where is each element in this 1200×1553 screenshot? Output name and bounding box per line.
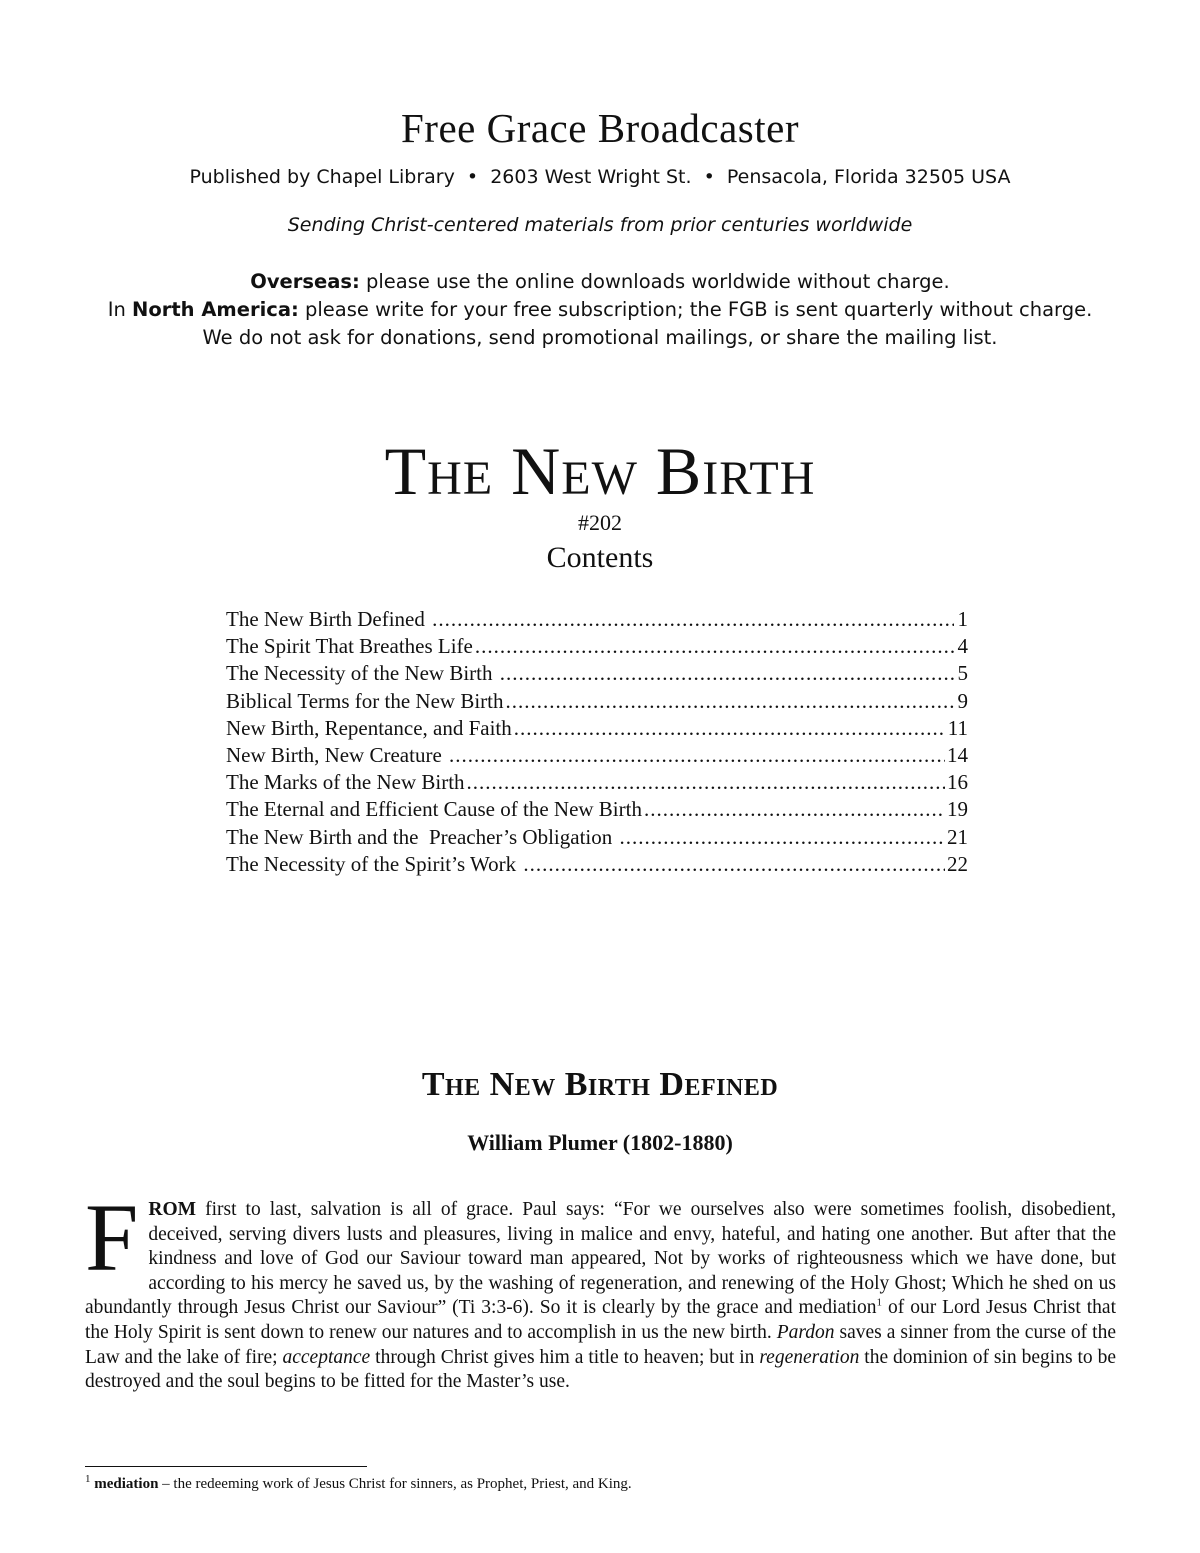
toc-entry-page: 4 [957,634,968,659]
toc-leader [467,769,945,796]
body-text-3: saves a sinner from the curse of the Law and the lake of fire; [85,1321,1116,1368]
toc-entry-page: 11 [947,715,968,740]
toc-entry-title: New Birth, New Creature [226,742,448,767]
toc-leader [523,851,945,878]
table-of-contents [226,606,968,878]
tagline: Sending Christ-centered materials from prior centuries worldwide [287,214,913,236]
toc-entry[interactable] [226,715,968,742]
toc-entry-title: The Marks of the New Birth [226,770,465,795]
toc-entry-page: 5 [957,661,968,686]
lead-word: ROM [148,1199,197,1220]
footnote-divider [85,1466,367,1467]
emphasis-regeneration: regeneration [759,1346,860,1368]
footnote-reference[interactable]: 1 [876,1296,883,1309]
article-title: The New Birth Defined [421,1066,779,1103]
mailing-policy: We do not ask for donations, send promotional mailings, or share the mailing list. [202,326,998,349]
footnote-number: 1 [85,1473,91,1485]
emphasis-acceptance: acceptance [282,1346,371,1368]
footnote [85,1473,1116,1493]
toc-entry-title: The Necessity of the Spirit’s Work [226,851,522,876]
toc-entry[interactable] [226,606,968,633]
toc-entry-title: Biblical Terms for the New Birth [226,688,504,713]
contents-heading: Contents [546,541,654,574]
toc-leader [514,715,946,742]
issue-title: The New Birth [384,433,816,509]
toc-entry-page: 16 [947,770,968,795]
toc-entry-page: 14 [947,742,968,767]
toc-entry[interactable] [226,688,968,715]
toc-entry-title: The New Birth Defined [226,607,431,631]
publisher-line: Published by Chapel Library • 2603 West Wright St. • Pensacola, Florida 32505 USA [189,166,1011,188]
body-text-5: the dominion of sin begins to be destroyed and the soul begins to be fitted for the Master’s use. [85,1346,1117,1393]
toc-leader [620,824,945,851]
overseas-line [0,268,1200,296]
issue-number: #202 [578,510,622,535]
north-america-line [0,296,1200,324]
toc-entry[interactable] [226,769,968,796]
overseas-text: please use the online downloads worldwide without charge. [359,270,950,293]
toc-entry-title: The Eternal and Efficient Cause of the New Birth [226,797,642,822]
body-text-1: first to last, salvation is all of grace. Paul says: “For we ourselves also were sometimes foolish, disobedient, deceived, serving divers lusts and pleasures, living in malice and envy, hateful, and hating one another. But after that the kindness and love of God our Saviour toward man appeared, Not by works of righteousness which we have done, but according to his mercy he saved us, by the washing of regeneration, and renewing of the Holy Ghost; Which he shed on us abundantly through Jesus Christ our Saviour” (Ti 3:3-6). So it is clearly by the grace and mediation [85,1199,1116,1319]
toc-entry[interactable] [226,851,968,878]
toc-leader [475,633,954,660]
north-america-text: please write for your free subscription; the FGB is sent quarterly without charge. [298,298,1093,321]
overseas-label: Overseas: [250,270,360,293]
drop-cap: F [85,1184,139,1291]
emphasis-pardon: Pardon [776,1321,835,1343]
toc-entry[interactable] [226,660,968,687]
masthead-title: Free Grace Broadcaster [401,105,799,151]
article-body [85,1184,1117,1395]
toc-leader [449,742,945,769]
toc-entry[interactable] [226,633,968,660]
toc-entry[interactable] [226,796,968,823]
toc-leader [432,606,954,633]
toc-entry-title: The Necessity of the New Birth [226,661,498,686]
toc-entry[interactable] [226,824,968,851]
toc-entry-page: 9 [957,688,968,713]
na-prefix: In [107,298,133,321]
footnote-term: mediation [94,1476,159,1492]
toc-entry-title: The Spirit That Breathes Life [226,634,473,659]
toc-entry-page: 22 [947,851,968,876]
toc-entry-page: 19 [947,797,968,822]
toc-entry-page: 21 [947,824,968,849]
body-text-4: through Christ gives him a title to heaven; but in [370,1346,760,1368]
toc-entry-title: New Birth, Repentance, and Faith [226,715,512,740]
body-text-2: of our Lord Jesus Christ that the Holy Spirit is sent down to renew our natures and to accomplish in us the new birth. [85,1297,1116,1343]
toc-leader [500,660,954,687]
toc-entry-title: The New Birth and the Preacher’s Obligation [226,824,618,849]
toc-leader [506,688,954,715]
footnote-text: – the redeeming work of Jesus Christ for sinners, as Prophet, Priest, and King. [158,1476,632,1492]
toc-leader [644,796,945,823]
north-america-label: North America: [132,298,299,321]
article-author: William Plumer (1802-1880) [467,1130,733,1155]
toc-entry-page: 1 [957,607,968,631]
subscription-notice [0,268,1200,352]
toc-entry[interactable] [226,742,968,769]
